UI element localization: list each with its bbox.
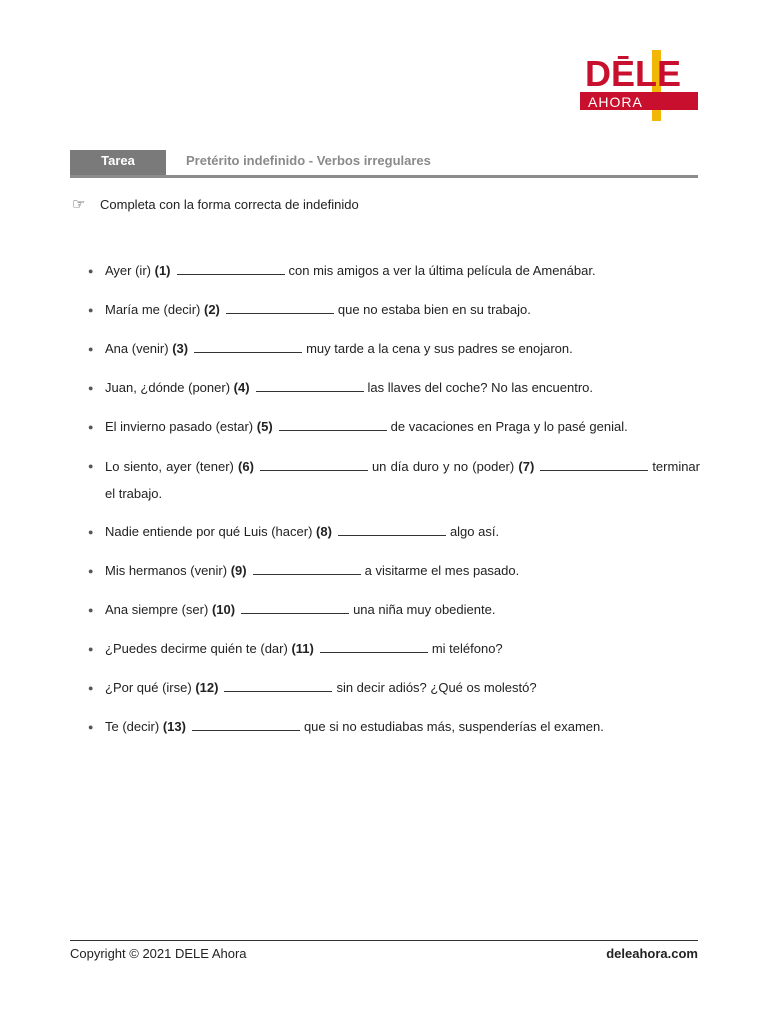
instruction — [72, 196, 359, 214]
list-item — [88, 340, 700, 358]
answer-blank[interactable] — [253, 562, 361, 575]
exercise-text: ¿Por qué (irse) — [105, 680, 192, 695]
task-tab-label: Tarea — [70, 150, 166, 175]
footer-rule — [70, 940, 698, 941]
exercise-text: mi teléfono? — [431, 641, 503, 656]
exercise-text: El invierno pasado (estar) — [105, 419, 254, 434]
list-item — [88, 301, 700, 319]
bullet-icon: ● — [88, 605, 94, 615]
exercise-number: (5) — [256, 419, 273, 434]
answer-blank[interactable] — [226, 301, 334, 314]
answer-blank[interactable] — [224, 679, 332, 692]
task-header — [70, 150, 698, 175]
logo-ahora-text: AHORA — [588, 94, 643, 110]
exercise-number: (8) — [316, 524, 332, 539]
list-item — [88, 418, 700, 436]
footer-copyright: Copyright © 2021 DELE Ahora — [70, 946, 247, 961]
bullet-icon: ● — [88, 683, 94, 693]
bullet-icon: ● — [88, 305, 94, 315]
exercise-text: Te (decir) — [105, 719, 160, 734]
exercise-list — [88, 262, 700, 757]
exercise-text: Lo siento, ayer (tener) — [105, 459, 234, 474]
exercise-text: María me (decir) — [105, 302, 201, 317]
answer-blank[interactable] — [194, 340, 302, 353]
task-header-rule — [70, 175, 698, 178]
exercise-number: (13) — [162, 719, 186, 734]
list-item — [88, 640, 700, 658]
exercise-text: Nadie entiende por qué Luis (hacer) — [105, 524, 313, 539]
exercise-text: que si no estudiabas más, suspenderías el examen. — [303, 719, 604, 734]
list-item — [88, 379, 700, 397]
exercise-text: de vacaciones en Praga y lo pasé genial. — [390, 419, 628, 434]
instruction-text: Completa con la forma correcta de indefinido — [100, 197, 359, 212]
exercise-text: una niña muy obediente. — [353, 602, 496, 617]
bullet-icon: ● — [88, 344, 94, 354]
answer-blank[interactable] — [192, 718, 300, 731]
answer-blank[interactable] — [177, 262, 285, 275]
exercise-number: (6) — [238, 459, 254, 474]
footer-site-link[interactable]: deleahora.com — [606, 946, 698, 961]
list-item — [88, 679, 700, 697]
bullet-icon: ● — [88, 461, 94, 471]
answer-blank[interactable] — [338, 523, 446, 536]
bullet-icon: ● — [88, 383, 94, 393]
task-title: Pretérito indefinido - Verbos irregulares — [186, 153, 431, 168]
exercise-text: que no estaba bien en su trabajo. — [337, 302, 531, 317]
exercise-text: ¿Puedes decirme quién te (dar) — [105, 641, 288, 656]
exercise-text: sin decir adiós? ¿Qué os molestó? — [336, 680, 537, 695]
exercise-text: algo así. — [449, 524, 500, 539]
exercise-text: con mis amigos a ver la última película de Amenábar. — [288, 263, 596, 278]
exercise-number: (10) — [211, 602, 236, 617]
list-item — [88, 601, 700, 619]
answer-blank[interactable] — [279, 418, 387, 431]
logo-dele-text: DĒLE — [585, 53, 682, 94]
exercise-text: Ayer (ir) — [105, 263, 151, 278]
exercise-number: (1) — [154, 263, 171, 278]
exercise-number: (7) — [518, 459, 535, 474]
exercise-text: a visitarme el mes pasado. — [364, 563, 520, 578]
dele-ahora-logo — [580, 50, 700, 122]
exercise-number: (3) — [172, 341, 189, 356]
bullet-icon: ● — [88, 644, 94, 654]
exercise-text: Mis hermanos (venir) — [105, 563, 228, 578]
answer-blank[interactable] — [540, 458, 648, 471]
list-item — [88, 453, 700, 507]
bullet-icon: ● — [88, 266, 94, 276]
exercise-text: terminar el trabajo. — [105, 459, 700, 501]
list-item — [88, 562, 700, 580]
exercise-text: un día duro y no (poder) — [371, 459, 515, 474]
list-item — [88, 718, 700, 736]
answer-blank[interactable] — [260, 458, 368, 471]
exercise-text: Ana (venir) — [105, 341, 169, 356]
exercise-number: (12) — [195, 680, 219, 695]
exercise-number: (9) — [230, 563, 247, 578]
exercise-text: muy tarde a la cena y sus padres se enojaron. — [306, 341, 573, 356]
bullet-icon: ● — [88, 527, 94, 537]
exercise-number: (11) — [291, 641, 314, 656]
exercise-text: Juan, ¿dónde (poner) — [105, 380, 231, 395]
exercise-text: Ana siempre (ser) — [105, 602, 209, 617]
exercise-number: (4) — [233, 380, 250, 395]
bullet-icon: ● — [88, 422, 94, 432]
bullet-icon: ● — [88, 566, 94, 576]
exercise-number: (2) — [203, 302, 220, 317]
answer-blank[interactable] — [241, 601, 349, 614]
pointing-hand-icon: ☞ — [72, 196, 86, 213]
answer-blank[interactable] — [320, 640, 428, 653]
exercise-text: las llaves del coche? No las encuentro. — [367, 380, 594, 395]
list-item — [88, 523, 700, 541]
list-item — [88, 262, 700, 280]
answer-blank[interactable] — [256, 379, 364, 392]
bullet-icon: ● — [88, 722, 94, 732]
